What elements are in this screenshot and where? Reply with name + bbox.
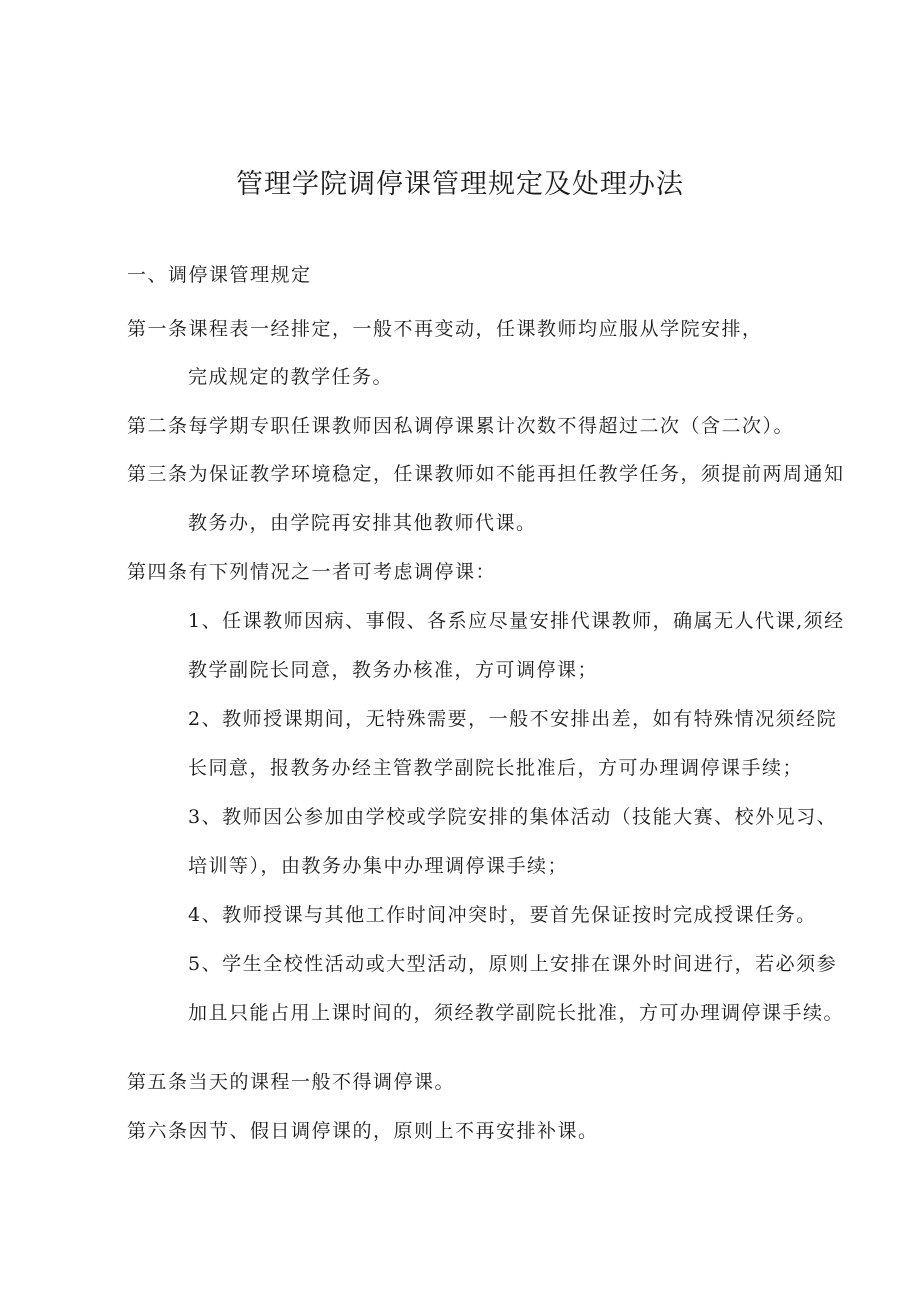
article-3-line-2: 教务办，由学院再安排其他教师代课。 <box>188 512 537 534</box>
section-heading: 一、调停课管理规定 <box>127 264 312 286</box>
item-5-line-2: 加且只能占用上课时间的，须经教学副院长批准，方可办理调停课手续。 <box>188 1002 845 1024</box>
item-4: 4、教师授课与其他工作时间冲突时，要首先保证按时完成授课任务。 <box>188 904 817 926</box>
article-6: 第六条因节、假日调停课的，原则上不再安排补课。 <box>127 1120 599 1142</box>
item-2-line-1: 2、教师授课期间，无特殊需要，一般不安排出差，如有特殊情况须经院 <box>188 708 838 730</box>
item-1-line-1: 1、任课教师因病、事假、各系应尽量安排代课教师，确属无人代课,须经 <box>188 610 845 632</box>
item-3-line-2: 培训等），由教务办集中办理调停课手续； <box>188 855 569 877</box>
article-5: 第五条当天的课程一般不得调停课。 <box>127 1071 456 1093</box>
item-2-line-2: 长同意，报教务办经主管教学副院长批准后，方可办理调停课手续； <box>188 757 804 779</box>
article-3-line-1: 第三条为保证教学环境稳定，任课教师如不能再担任教学任务，须提前两周通知 <box>127 463 845 485</box>
item-3-line-1: 3、教师因公参加由学校或学院安排的集体活动（技能大赛、校外见习、 <box>188 806 838 828</box>
item-5-line-1: 5、学生全校性活动或大型活动，原则上安排在课外时间进行，若必须参 <box>188 953 838 975</box>
item-1-line-2: 教学副院长同意，教务办核准，方可调停课； <box>188 659 599 681</box>
article-1-line-2: 完成规定的教学任务。 <box>188 366 394 388</box>
article-2: 第二条每学期专职任课教师因私调停课累计次数不得超过二次（含二次）。 <box>127 415 795 437</box>
article-4-intro: 第四条有下列情况之一者可考虑调停课： <box>127 561 497 583</box>
document-title: 管理学院调停课管理规定及处理办法 <box>236 169 684 200</box>
article-1-line-1: 第一条课程表一经排定，一般不再变动，任课教师均应服从学院安排， <box>127 318 763 340</box>
